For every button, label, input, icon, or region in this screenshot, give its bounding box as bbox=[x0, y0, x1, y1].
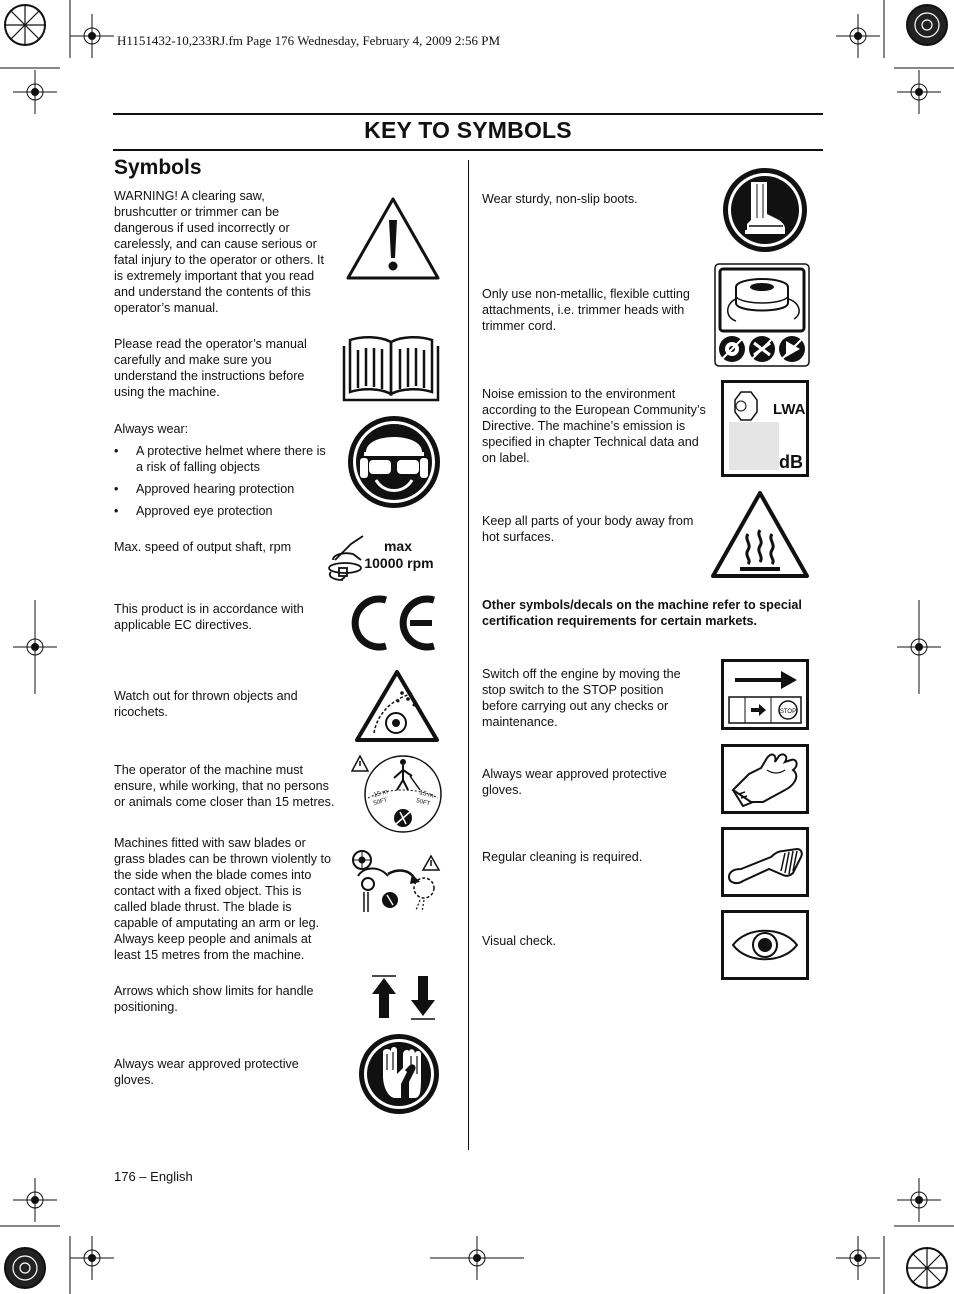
stop-switch-icon bbox=[721, 659, 809, 730]
thrown-objects-text: Watch out for thrown objects and ricochets. bbox=[114, 689, 298, 719]
title-rule-top bbox=[113, 113, 823, 115]
safety-distance-icon bbox=[350, 754, 444, 836]
switch-off-text: Switch off the engine by moving the stop switch to the STOP position before carrying out any checks or maintenance. bbox=[482, 667, 681, 729]
blade-thrust-icon bbox=[350, 848, 442, 914]
rpm-label: 10000 rpm bbox=[364, 555, 434, 571]
boots-icon bbox=[721, 168, 809, 252]
blade-thrust-text-body: Machines fitted with saw blades or grass blades can be thrown violently to the side when the blade comes into contact with a fixed object. This is called blade thrust. The blade is capable of amputating an arm or leg. Always keep people and animals at least 15 metres from the machine. bbox=[114, 836, 332, 962]
hot-surface-text: Keep all parts of your body away from hot surfaces. bbox=[482, 514, 694, 544]
protective-glove-icon bbox=[721, 744, 809, 814]
wear-list bbox=[114, 443, 332, 525]
other-symbols-text: Other symbols/decals on the machine refer to special certification requirements for certain markets. bbox=[482, 598, 802, 628]
warning-text: WARNING! A clearing saw, brushcutter or trimmer can be dangerous if used incorrectly or carelessly, and can cause serious or fatal injury to the operator or others. It is extremely important that you read and understand the contents of this operator’s manual. bbox=[114, 189, 325, 315]
visual-check-text: Visual check. bbox=[482, 934, 556, 948]
arrows-text: Arrows which show limits for handle positioning. bbox=[114, 984, 314, 1014]
section-heading: Symbols bbox=[114, 156, 202, 179]
thrown-objects-icon bbox=[354, 669, 440, 743]
distance-meters-left: 15 m bbox=[372, 788, 389, 799]
page-title: KEY TO SYMBOLS bbox=[364, 117, 572, 143]
lwa-label: LWA bbox=[773, 401, 806, 418]
distance-meters-right: 15 m bbox=[418, 789, 435, 800]
list-item: • A protective helmet where there is a risk of falling objects bbox=[114, 443, 332, 475]
read-manual-text: Please read the operator’s manual carefully and make sure you understand the instructions before using the machine. bbox=[114, 337, 307, 399]
gloves-text-left: Always wear approved protective gloves. bbox=[114, 1057, 299, 1087]
list-item: • Approved eye protection bbox=[114, 503, 332, 519]
handle-limit-arrows-icon bbox=[366, 974, 442, 1020]
max-speed-text: Max. speed of output shaft, rpm bbox=[114, 540, 292, 554]
title-rule-bottom bbox=[113, 149, 823, 151]
trimmer-head-icon bbox=[714, 263, 810, 367]
distance-feet-right: 50FT bbox=[415, 798, 431, 808]
always-wear-text: Always wear: bbox=[114, 422, 189, 436]
noise-text: Noise emission to the environment according to the European Community’s Directive. The machine’s emission is specified in chapter Technical data and on label. bbox=[482, 387, 706, 465]
cleaning-brush-icon bbox=[721, 827, 809, 897]
output-shaft-speed-icon bbox=[323, 530, 448, 582]
file-header: H1151432-10,233RJ.fm Page 176 Wednesday, February 4, 2009 2:56 PM bbox=[117, 33, 501, 48]
hot-surface-icon bbox=[710, 490, 810, 580]
ce-text: This product is in accordance with applicable EC directives. bbox=[114, 602, 304, 632]
gloves-circle-icon bbox=[357, 1032, 441, 1116]
distance-feet-left: 50FT bbox=[372, 797, 389, 807]
manual-book-icon bbox=[342, 332, 440, 402]
db-label: dB bbox=[779, 452, 803, 472]
cleaning-text: Regular cleaning is required. bbox=[482, 850, 643, 864]
non-metallic-text: Only use non-metallic, flexible cutting attachments, i.e. trimmer heads with trimmer cord. bbox=[482, 287, 690, 333]
stop-label: STOP bbox=[779, 709, 797, 715]
distance-text: The operator of the machine must ensure, while working, that no persons or animals come closer than 15 metres. bbox=[114, 763, 335, 809]
helmet-protection-icon bbox=[346, 414, 442, 510]
noise-emission-label-icon bbox=[721, 380, 809, 477]
boots-text: Wear sturdy, non-slip boots. bbox=[482, 192, 638, 206]
column-divider bbox=[468, 160, 469, 1150]
list-item: • Approved hearing protection bbox=[114, 481, 332, 497]
visual-check-eye-icon bbox=[721, 910, 809, 980]
max-label: max bbox=[383, 538, 413, 554]
warning-triangle-icon bbox=[345, 196, 441, 282]
page-footer: 176 – English bbox=[114, 1169, 193, 1184]
ce-mark-icon bbox=[350, 592, 442, 654]
gloves-text-right: Always wear approved protective gloves. bbox=[482, 767, 667, 797]
